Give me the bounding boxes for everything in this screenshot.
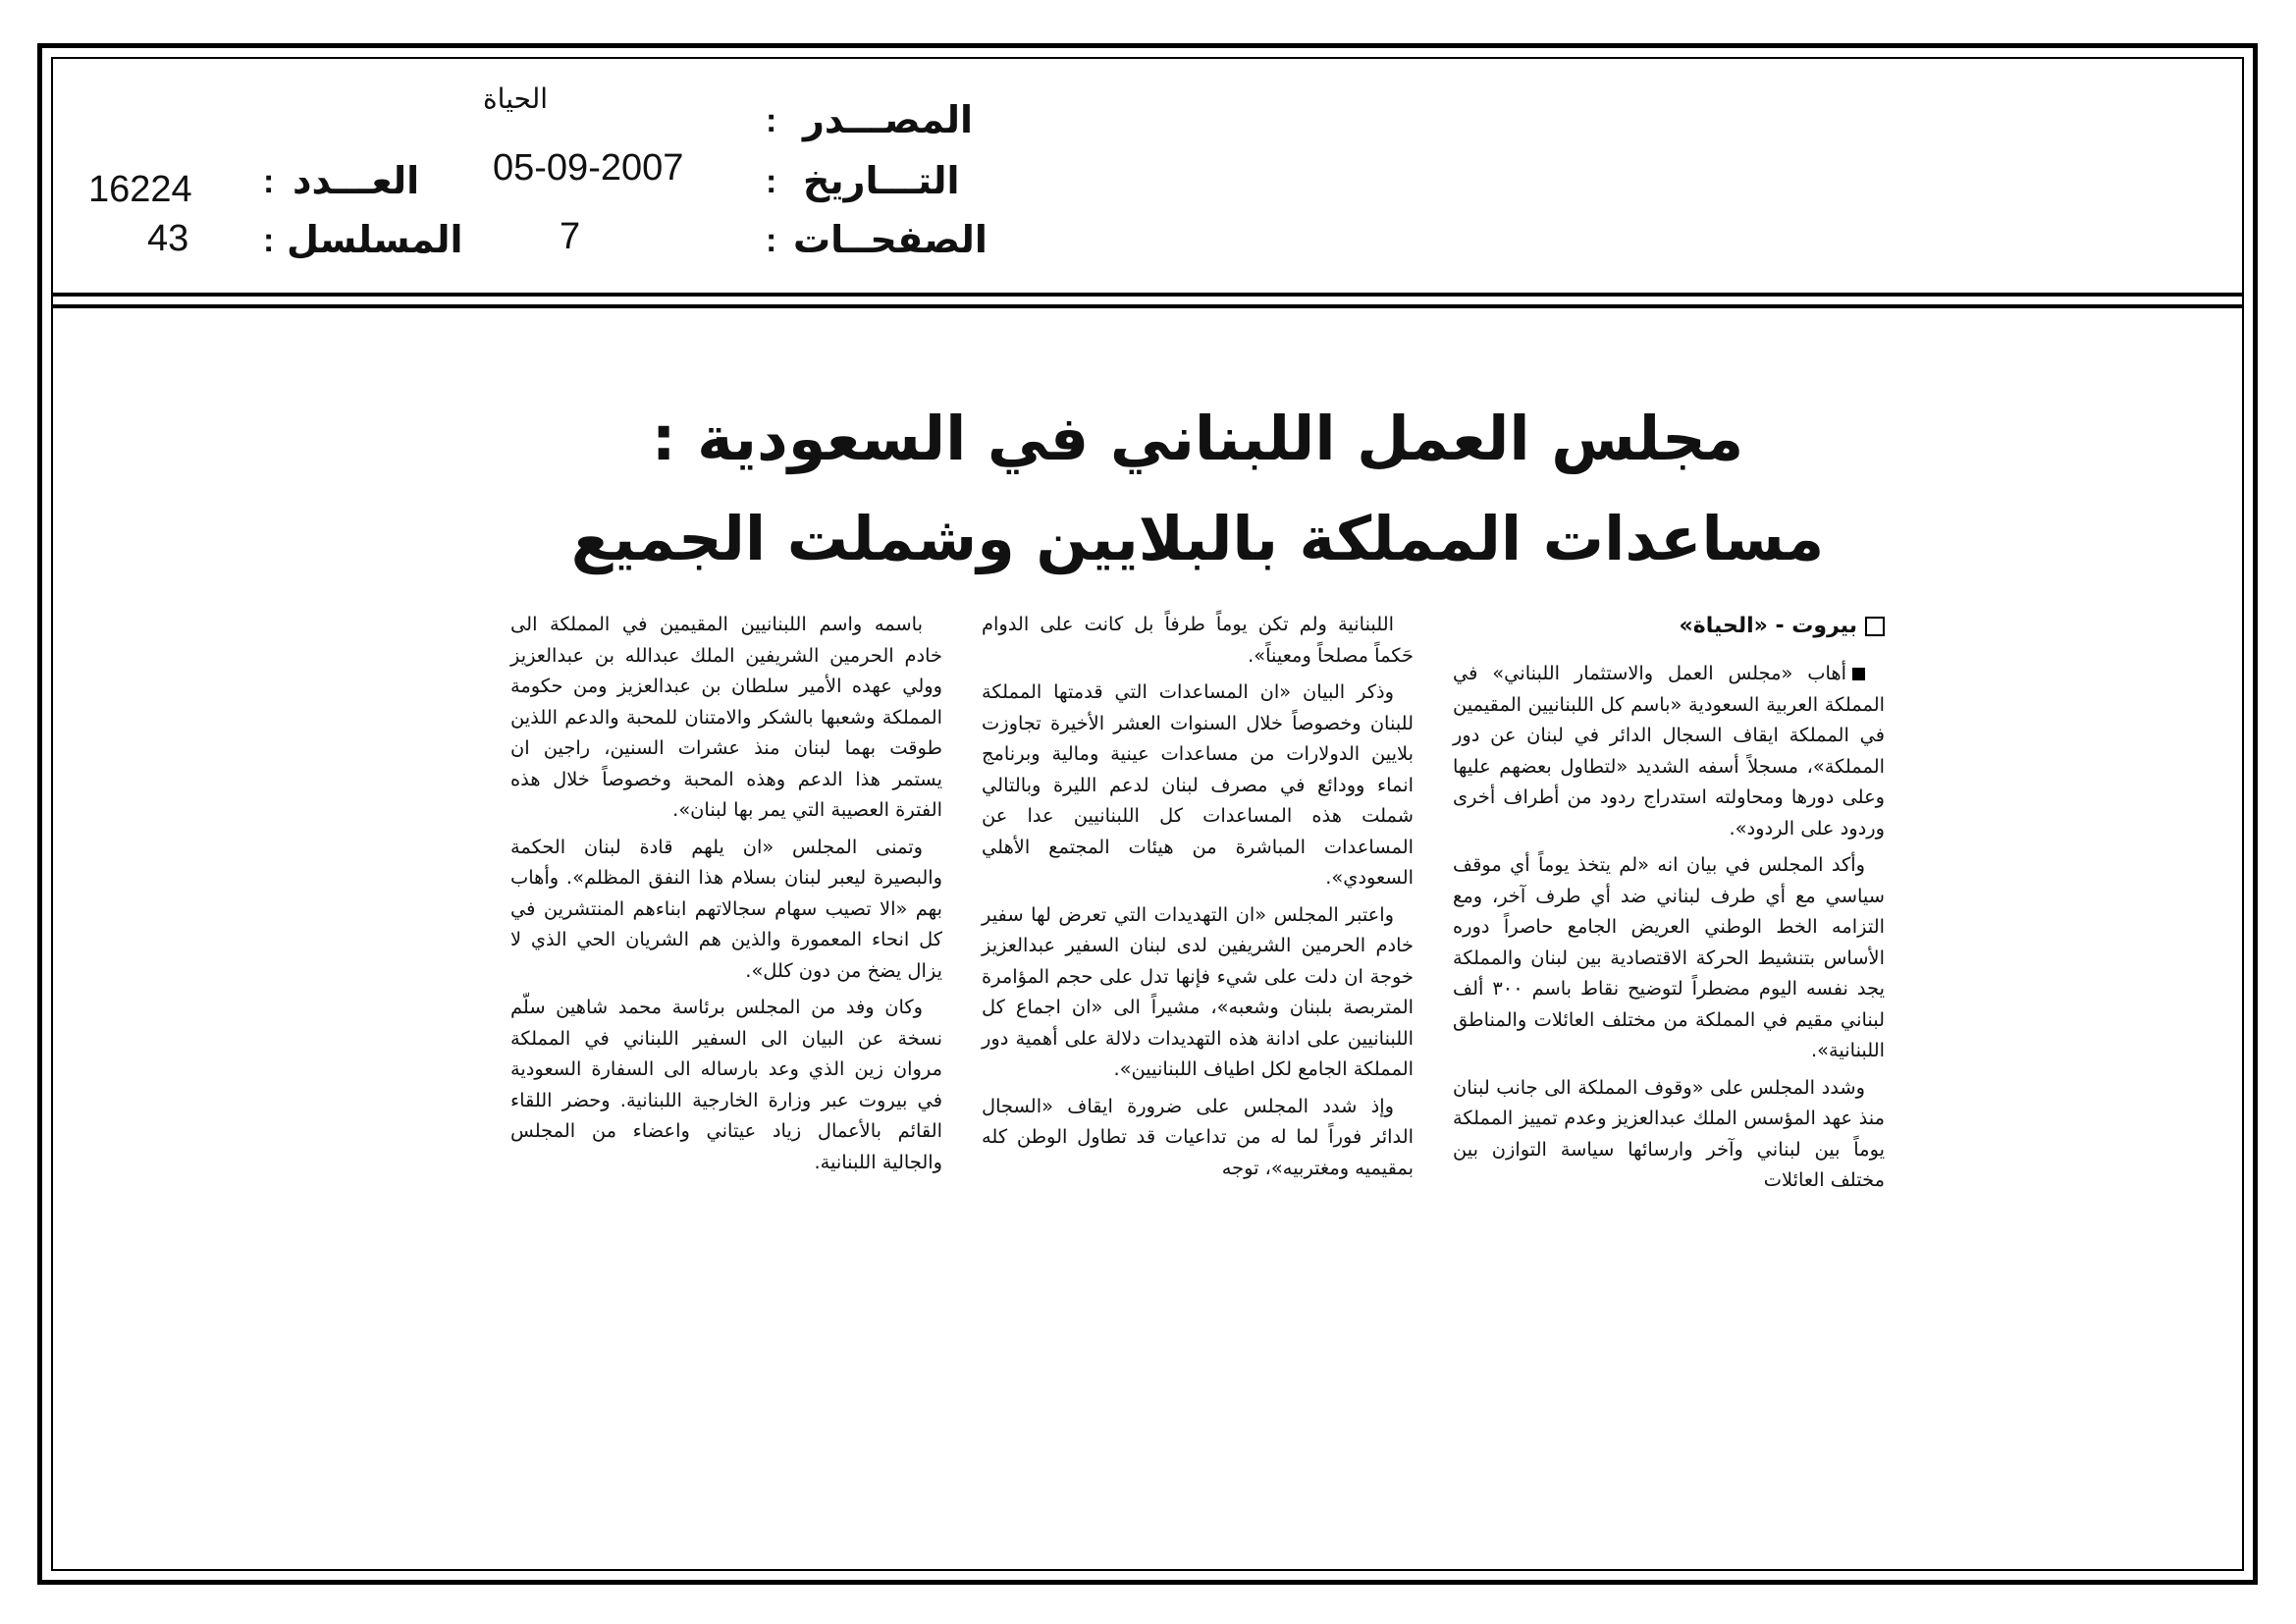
pages-value: 7 [560, 216, 581, 257]
paragraph: وذكر البيان «ان المساعدات التي قدمتها المملكة للبنان وخصوصاً خلال السنوات العشر الأخيرة تجاوزت بلايين الدولارات من مساعدات عينية ومالية وبرنامج انماء وودائع في مصرف لبنان لدعم الليرة وبالتالي شملت هذه المساعدات كل اللبنانيين عدا عن المساعدات المباشرة من هيئات المجتمع الأهلي السعودي». [982, 680, 1414, 889]
source-colon: : [766, 102, 777, 139]
headline-line-2: مساعدات المملكة بالبلايين وشملت الجميع [570, 503, 1825, 574]
issue-label: العـــدد [293, 159, 420, 202]
byline [1680, 614, 1885, 638]
issue-colon: : [263, 163, 275, 200]
pages-colon: : [766, 222, 777, 259]
date-label: التـــاريخ [803, 159, 960, 202]
bullet-square-icon [1852, 668, 1865, 680]
date-value: 05-09-2007 [493, 147, 684, 189]
paragraph: وشدد المجلس على «وقوف المملكة الى جانب لبنان منذ عهد المؤسس الملك عبدالعزيز وعدم تمييز المملكة يوماً بين لبناني وآخر وارسائها سياسة التوازن بين مختلف العائلات [1453, 1075, 1885, 1191]
byline-text: بيروت - «الحياة» [1679, 614, 1857, 638]
paragraph: اللبنانية ولم تكن يوماً طرفاً بل كانت على الدوام حَكماً مصلحاً ومعيناً». [982, 613, 1414, 667]
article-clipping [510, 393, 1885, 1257]
paragraph: باسمه واسم اللبنانيين المقيمين في المملكة الى خادم الحرمين الشريفين الملك عبدالله بن عبدالعزيز وولي عهده الأمير سلطان بن عبدالعزيز ومن حكومة المملكة وشعبها بالشكر والامتنان للمحبة والدعم اللذين طوقت بهما لبنان منذ عشرات السنين، راجين ان يستمر هذا الدعم وهذه المحبة وخصوصاً خلال هذه الفترة العصيبة التي يمر بها لبنان». [510, 613, 942, 821]
article-column-2 [982, 609, 1414, 1189]
serial-colon: : [263, 222, 275, 259]
paragraph: وتمنى المجلس «ان يلهم قادة لبنان الحكمة والبصيرة ليعبر لبنان بسلام هذا النفق المظلم». وأهاب بهم «الا تصيب سهام سجالاتهم ابناءهم المنتشرين في كل انحاء المعمورة والذين هم الشريان الحي الذي لا يزال يضخ من دون كلل». [510, 835, 942, 982]
header-divider [51, 293, 2244, 297]
serial-label: المسلسل [287, 218, 463, 261]
date-colon: : [766, 163, 777, 200]
article-column-1 [1453, 658, 1885, 1202]
paragraph [1453, 658, 1885, 843]
paragraph: وإذ شدد المجلس على ضرورة ايقاف «السجال الدائر فوراً لما له من تداعيات قد تطاول الوطن كله بمقيميه ومغتربيه»، توجه [982, 1094, 1414, 1179]
source-value: الحياة [483, 82, 549, 115]
paragraph: وكان وفد من المجلس برئاسة محمد شاهين سلّم نسخة عن البيان الى السفير اللبناني في المملكة مروان زين الذي وعد بارساله الى السفارة السعودية في بيروت عبر وزارة الخارجية اللبنانية. وحضر اللقاء القائم بالأعمال زياد عيتاني واعضاء من المجلس والجالية اللبنانية. [510, 996, 942, 1173]
issue-value: 16224 [88, 169, 192, 210]
paragraph-text: أهاب «مجلس العمل والاستثمار اللبناني» في المملكة العربية السعودية «باسم كل اللبنانيين المقيمين في المملكة ايقاف السجال الدائر في لبنان عن دور المملكة»، مسجلاً أسفه الشديد «لتطاول بعضهم عليها وعلى دورها ومحاولته استدراج ردود من أطراف أخرى وردود على الردود». [1453, 662, 1885, 839]
paragraph: وأكد المجلس في بيان انه «لم يتخذ يوماً أي موقف سياسي مع أي طرف لبناني ضد أي طرف آخر، ومع التزامه الخط الوطني العريض الجامع حاصراً دوره الأساس بتنشيط الحركة الاقتصادية بين لبنان والمملكة يجد نفسه اليوم مضطراً لتوضيح نقاط باسم ٣٠٠ ألف لبناني مقيم في المملكة من مختلف العائلات والمناطق اللبنانية». [1453, 853, 1885, 1061]
header-divider-2 [51, 304, 2244, 308]
headline-line-1: مجلس العمل اللبناني في السعودية : [651, 403, 1744, 474]
byline-box-icon [1865, 617, 1885, 636]
paragraph: واعتبر المجلس «ان التهديدات التي تعرض لها سفير خادم الحرمين الشريفين لدى لبنان السفير عبدالعزيز خوجة ان دلت على شيء فإنها تدل على حجم المؤامرة المتربصة بلبنان وشعبه»، مشيراً الى «ان اجماع كل اللبنانيين على ادانة هذه التهديدات دلالة على أهمية دور المملكة الجامع لكل اطياف اللبنانيين». [982, 902, 1414, 1080]
pages-label: الصفحــات [793, 218, 988, 261]
article-column-3 [510, 609, 942, 1183]
serial-value: 43 [147, 218, 189, 259]
source-label: المصـــدر [803, 98, 974, 141]
